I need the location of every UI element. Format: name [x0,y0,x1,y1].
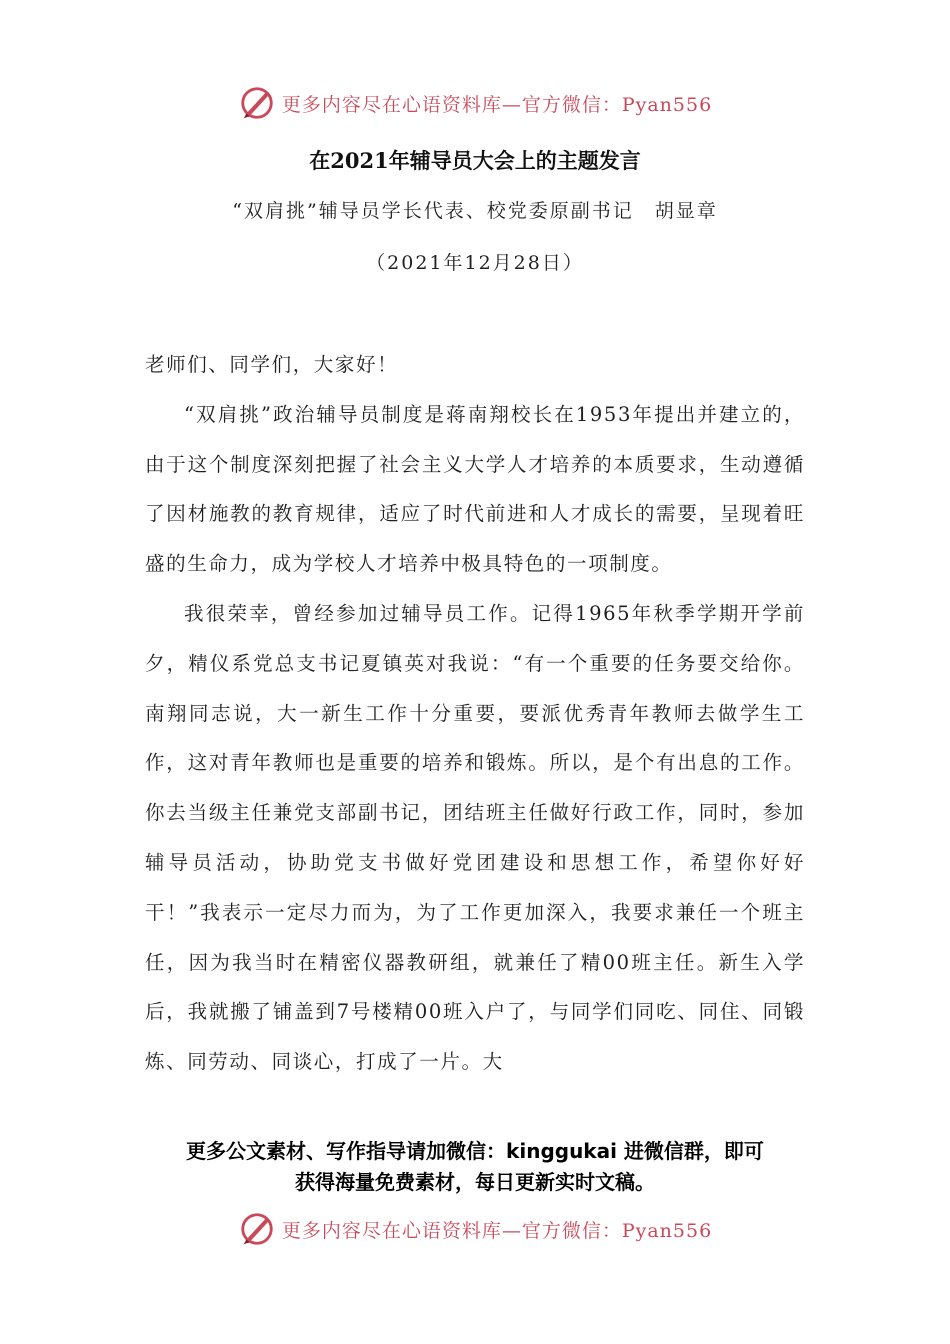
greeting-paragraph: 老师们、同学们，大家好！ [145,353,399,376]
promo-line: 获得海量免费素材，每日更新实时文稿。 [295,1170,655,1194]
body-paragraph: “双肩挑”政治辅导员制度是蒋南翔校长在1953年提出并建立的，由于这个制度深刻把握了社会主义大学人才培养的本质要求，生动遵循了因材施教的教育规律，适应了时代前进和人才成长的需要，呈现着旺盛的生命力，成为学校人才培养中极具特色的一项制度。 [145,402,805,576]
footer-watermark-text: 更多内容尽在心语资料库—官方微信：Pyan556 [281,1219,713,1242]
promo-line: 更多公文素材、写作指导请加微信：kinggukai 进微信群，即可 [186,1139,764,1163]
header-watermark-text: 更多内容尽在心语资料库—官方微信：Pyan556 [281,93,713,116]
pen-logo-icon [238,84,276,122]
document-title: 在2021年辅导员大会上的主题发言 [309,148,641,173]
document-speaker: “双肩挑”辅导员学长代表、校党委原副书记 胡显章 [232,200,718,222]
body-paragraph: 我很荣幸，曾经参加过辅导员工作。记得1965年秋季学期开学前夕，精仪系党总支书记夏镇英对我说：“有一个重要的任务要交给你。南翔同志说，大一新生工作十分重要，要派优秀青年教师去做学生工作，这对青年教师也是重要的培养和锻炼。所以，是个有出息的工作。你去当级主任兼党支部副书记，团结班主任做好行政工作，同时，参加辅导员活动，协助党支书做好党团建设和思想工作，希望你好好干！”我表示一定尽力而为，为了工作更加深入，我要求兼任一个班主任，因为我当时在精密仪器教研组，就兼任了精00班主任。新生入学后，我就搬了铺盖到7号楼精00班入户了，与同学们同吃、同住、同锻炼、同劳动、同谈心，打成了一片。大 [145,601,805,1074]
document-body [145,340,805,1087]
pen-logo-icon [238,1210,276,1248]
header-watermark [0,80,950,126]
promo-notice [0,1136,950,1198]
document-date: （2021年12月28日） [366,252,584,274]
footer-watermark [0,1206,950,1252]
